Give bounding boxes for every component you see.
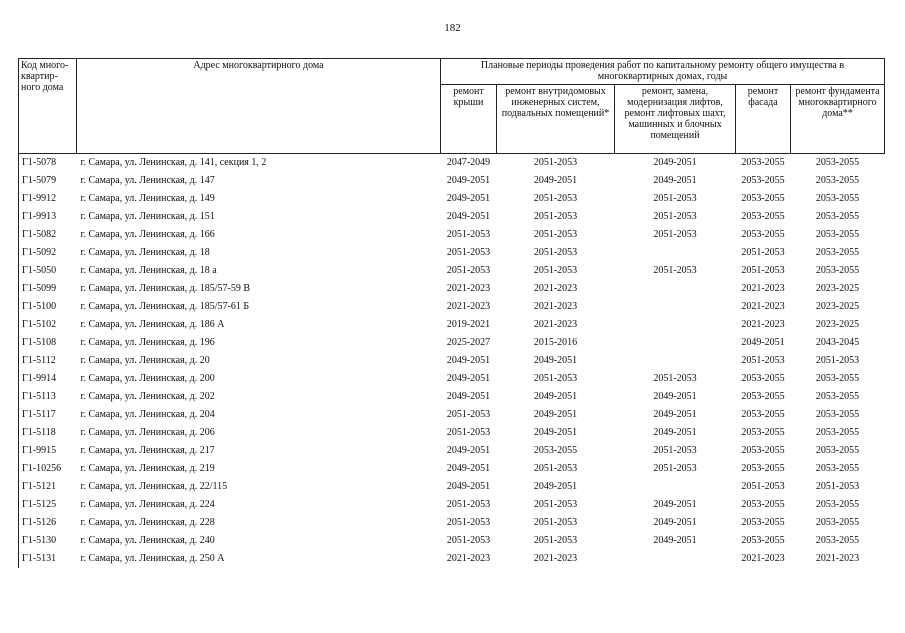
cell-facade: 2053-2055 <box>741 175 785 186</box>
cell-code: Г1-5099 <box>19 280 77 298</box>
cell-roof: 2051-2053 <box>446 499 491 510</box>
cell-foundation: 2053-2055 <box>815 229 860 240</box>
cell-address: г. Самара, ул. Ленинская, д. 151 <box>80 211 215 222</box>
cell-roof: 2049-2051 <box>446 175 491 186</box>
cell-foundation: 2053-2055 <box>815 265 860 276</box>
cell-code: Г1-5125 <box>19 496 77 514</box>
cell-foundation: 2053-2055 <box>815 535 860 546</box>
cell-systems: 2049-2051 <box>533 355 578 366</box>
cell-foundation: 2053-2055 <box>815 517 860 528</box>
cell-roof: 2051-2053 <box>446 427 491 438</box>
cell-facade: 2021-2023 <box>741 301 785 312</box>
cell-elevators <box>615 244 736 262</box>
cell-foundation: 2053-2055 <box>815 445 860 456</box>
cell-systems: 2051-2053 <box>533 517 578 528</box>
cell-code: Г1-5102 <box>19 316 77 334</box>
cell-address: г. Самара, ул. Ленинская, д. 18 <box>80 247 210 258</box>
cell-elevators <box>615 478 736 496</box>
cell-roof: 2047-2049 <box>441 154 497 173</box>
cell-roof: 2049-2051 <box>446 193 491 204</box>
table-row <box>19 478 885 496</box>
cell-address: г. Самара, ул. Ленинская, д. 185/57-59 В <box>80 283 251 294</box>
cell-roof: 2049-2051 <box>446 373 491 384</box>
table-row <box>19 208 885 226</box>
cell-foundation: 2021-2023 <box>815 553 860 564</box>
cell-roof: 2051-2053 <box>446 517 491 528</box>
cell-elevators: 2049-2051 <box>615 154 736 173</box>
cell-code: Г1-5079 <box>19 172 77 190</box>
table-row <box>19 496 885 514</box>
cell-foundation: 2053-2055 <box>815 427 860 438</box>
table-row <box>19 154 885 173</box>
table-body <box>19 154 885 569</box>
cell-foundation: 2053-2055 <box>815 211 860 222</box>
cell-facade: 2021-2023 <box>741 319 785 330</box>
cell-facade: 2053-2055 <box>741 445 785 456</box>
cell-foundation: 2053-2055 <box>815 193 860 204</box>
cell-facade: 2021-2023 <box>741 553 785 564</box>
header-facade: ремонт фасада <box>736 85 791 154</box>
cell-address: г. Самара, ул. Ленинская, д. 141, секция 1, 2 <box>77 154 441 173</box>
table-row <box>19 262 885 280</box>
table-row <box>19 424 885 442</box>
table-row <box>19 280 885 298</box>
cell-roof: 2051-2053 <box>446 229 491 240</box>
cell-elevators: 2051-2053 <box>653 373 697 384</box>
cell-elevators: 2051-2053 <box>653 229 697 240</box>
table-row <box>19 550 885 568</box>
cell-code: Г1-5131 <box>19 550 77 568</box>
cell-roof: 2051-2053 <box>446 247 491 258</box>
cell-code: Г1-9914 <box>19 370 77 388</box>
cell-roof: 2051-2053 <box>446 409 491 420</box>
cell-foundation: 2053-2055 <box>791 154 885 173</box>
cell-systems: 2049-2051 <box>533 481 578 492</box>
cell-address: г. Самара, ул. Ленинская, д. 20 <box>80 355 210 366</box>
header-periods: Плановые периоды проведения работ по капитальному ремонту общего имущества в многоквартирных домах, годы <box>441 59 885 85</box>
cell-code: Г1-5112 <box>19 352 77 370</box>
cell-address: г. Самара, ул. Ленинская, д. 166 <box>80 229 215 240</box>
cell-systems: 2049-2051 <box>533 391 578 402</box>
cell-facade: 2053-2055 <box>741 499 785 510</box>
cell-foundation: 2023-2025 <box>815 319 860 330</box>
table-row <box>19 514 885 532</box>
cell-elevators <box>615 550 736 568</box>
cell-systems: 2051-2053 <box>497 154 615 173</box>
cell-roof: 2051-2053 <box>446 535 491 546</box>
cell-roof: 2049-2051 <box>446 445 491 456</box>
cell-elevators: 2049-2051 <box>653 517 697 528</box>
cell-code: Г1-5092 <box>19 244 77 262</box>
cell-systems: 2015-2016 <box>533 337 578 348</box>
cell-roof: 2025-2027 <box>446 337 491 348</box>
cell-address: г. Самара, ул. Ленинская, д. 147 <box>80 175 215 186</box>
cell-address: г. Самара, ул. Ленинская, д. 217 <box>80 445 215 456</box>
table-row <box>19 298 885 316</box>
cell-code: Г1-9912 <box>19 190 77 208</box>
table-row <box>19 316 885 334</box>
cell-roof: 2021-2023 <box>446 301 491 312</box>
cell-address: г. Самара, ул. Ленинская, д. 206 <box>80 427 215 438</box>
cell-facade: 2053-2055 <box>741 409 785 420</box>
cell-code: Г1-5078 <box>19 154 77 173</box>
cell-foundation: 2043-2045 <box>815 337 860 348</box>
cell-elevators <box>615 298 736 316</box>
cell-facade: 2053-2055 <box>741 229 785 240</box>
cell-address: г. Самара, ул. Ленинская, д. 149 <box>80 193 215 204</box>
table-row <box>19 334 885 352</box>
cell-facade: 2053-2055 <box>736 154 791 173</box>
cell-facade: 2051-2053 <box>741 355 785 366</box>
table-row <box>19 406 885 424</box>
cell-address: г. Самара, ул. Ленинская, д. 224 <box>80 499 215 510</box>
cell-roof: 2049-2051 <box>446 481 491 492</box>
cell-address: г. Самара, ул. Ленинская, д. 204 <box>80 409 215 420</box>
cell-elevators: 2051-2053 <box>653 463 697 474</box>
header-address: Адрес многоквартирного дома <box>77 59 441 154</box>
cell-address: г. Самара, ул. Ленинская, д. 18 а <box>80 265 217 276</box>
capital-repair-schedule-table <box>18 58 885 568</box>
cell-systems: 2049-2051 <box>533 175 578 186</box>
table-row <box>19 352 885 370</box>
cell-systems: 2051-2053 <box>533 265 578 276</box>
cell-facade: 2053-2055 <box>741 463 785 474</box>
header-foundation: ремонт фундамента многоквартирного дома** <box>791 85 885 154</box>
cell-systems: 2051-2053 <box>533 247 578 258</box>
cell-foundation: 2053-2055 <box>815 463 860 474</box>
cell-foundation: 2051-2053 <box>815 355 860 366</box>
cell-address: г. Самара, ул. Ленинская, д. 240 <box>80 535 215 546</box>
table-row <box>19 244 885 262</box>
cell-systems: 2049-2051 <box>533 409 578 420</box>
cell-code: Г1-5100 <box>19 298 77 316</box>
cell-code: Г1-5113 <box>19 388 77 406</box>
cell-code: Г1-5126 <box>19 514 77 532</box>
cell-roof: 2049-2051 <box>446 463 491 474</box>
table-row <box>19 388 885 406</box>
cell-roof: 2021-2023 <box>446 553 491 564</box>
cell-foundation: 2053-2055 <box>815 391 860 402</box>
cell-systems: 2051-2053 <box>533 229 578 240</box>
cell-systems: 2051-2053 <box>533 373 578 384</box>
cell-foundation: 2053-2055 <box>815 373 860 384</box>
table-row <box>19 532 885 550</box>
cell-foundation: 2053-2055 <box>815 175 860 186</box>
cell-facade: 2051-2053 <box>741 247 785 258</box>
cell-address: г. Самара, ул. Ленинская, д. 228 <box>80 517 215 528</box>
cell-foundation: 2053-2055 <box>815 499 860 510</box>
cell-systems: 2051-2053 <box>533 463 578 474</box>
cell-elevators: 2051-2053 <box>653 445 697 456</box>
cell-facade: 2051-2053 <box>741 265 785 276</box>
table-row <box>19 226 885 244</box>
cell-address: г. Самара, ул. Ленинская, д. 185/57-61 Б <box>80 301 250 312</box>
cell-roof: 2021-2023 <box>446 283 491 294</box>
cell-systems: 2053-2055 <box>533 445 578 456</box>
cell-foundation: 2023-2025 <box>815 301 860 312</box>
cell-facade: 2053-2055 <box>741 193 785 204</box>
cell-address: г. Самара, ул. Ленинская, д. 200 <box>80 373 215 384</box>
cell-elevators <box>615 334 736 352</box>
cell-elevators: 2049-2051 <box>653 409 697 420</box>
cell-elevators: 2049-2051 <box>653 427 697 438</box>
cell-facade: 2053-2055 <box>741 535 785 546</box>
cell-elevators: 2051-2053 <box>653 211 697 222</box>
cell-code: Г1-5130 <box>19 532 77 550</box>
cell-elevators <box>615 316 736 334</box>
cell-systems: 2021-2023 <box>533 301 578 312</box>
cell-code: Г1-5050 <box>19 262 77 280</box>
cell-facade: 2053-2055 <box>741 391 785 402</box>
cell-address: г. Самара, ул. Ленинская, д. 22/115 <box>80 481 228 492</box>
cell-roof: 2019-2021 <box>446 319 491 330</box>
cell-facade: 2053-2055 <box>741 427 785 438</box>
cell-address: г. Самара, ул. Ленинская, д. 186 А <box>80 319 225 330</box>
cell-code: Г1-9913 <box>19 208 77 226</box>
cell-foundation: 2023-2025 <box>815 283 860 294</box>
cell-roof: 2049-2051 <box>446 211 491 222</box>
cell-facade: 2021-2023 <box>741 283 785 294</box>
cell-systems: 2051-2053 <box>533 211 578 222</box>
cell-systems: 2021-2023 <box>533 553 578 564</box>
cell-roof: 2051-2053 <box>446 265 491 276</box>
cell-code: Г1-5082 <box>19 226 77 244</box>
cell-code: Г1-5108 <box>19 334 77 352</box>
header-elevators: ремонт, замена, модернизация лифтов, ремонт лифтовых шахт, машинных и блочных помещений <box>615 85 736 154</box>
cell-address: г. Самара, ул. Ленинская, д. 250 А <box>80 553 225 564</box>
cell-code: Г1-5118 <box>19 424 77 442</box>
page-number: 182 <box>444 22 461 34</box>
table-row <box>19 190 885 208</box>
cell-systems: 2051-2053 <box>533 193 578 204</box>
cell-systems: 2021-2023 <box>533 319 578 330</box>
header-roof: ремонт крыши <box>441 85 497 154</box>
cell-elevators <box>615 280 736 298</box>
header-systems: ремонт внутридомовых инженерных систем, подвальных помещений* <box>497 85 615 154</box>
cell-code: Г1-10256 <box>19 460 77 478</box>
cell-facade: 2051-2053 <box>741 481 785 492</box>
cell-foundation: 2053-2055 <box>815 409 860 420</box>
table-row <box>19 442 885 460</box>
table-row <box>19 370 885 388</box>
cell-facade: 2049-2051 <box>741 337 785 348</box>
cell-code: Г1-5117 <box>19 406 77 424</box>
cell-systems: 2051-2053 <box>533 499 578 510</box>
cell-roof: 2049-2051 <box>446 355 491 366</box>
cell-facade: 2053-2055 <box>741 211 785 222</box>
cell-facade: 2053-2055 <box>741 373 785 384</box>
table-row <box>19 460 885 478</box>
cell-address: г. Самара, ул. Ленинская, д. 219 <box>80 463 215 474</box>
cell-roof: 2049-2051 <box>446 391 491 402</box>
cell-elevators: 2049-2051 <box>653 499 697 510</box>
table-row <box>19 172 885 190</box>
cell-elevators <box>615 352 736 370</box>
cell-address: г. Самара, ул. Ленинская, д. 202 <box>80 391 215 402</box>
cell-code: Г1-9915 <box>19 442 77 460</box>
cell-elevators: 2049-2051 <box>653 535 697 546</box>
cell-elevators: 2049-2051 <box>653 391 697 402</box>
cell-address: г. Самара, ул. Ленинская, д. 196 <box>80 337 215 348</box>
cell-foundation: 2051-2053 <box>815 481 860 492</box>
cell-facade: 2053-2055 <box>741 517 785 528</box>
cell-elevators: 2051-2053 <box>653 265 697 276</box>
header-code: Код много-квартир-ного дома <box>19 59 77 154</box>
cell-systems: 2049-2051 <box>533 427 578 438</box>
cell-systems: 2051-2053 <box>533 535 578 546</box>
cell-elevators: 2051-2053 <box>653 193 697 204</box>
cell-code: Г1-5121 <box>19 478 77 496</box>
cell-systems: 2021-2023 <box>533 283 578 294</box>
cell-elevators: 2049-2051 <box>653 175 697 186</box>
cell-foundation: 2053-2055 <box>815 247 860 258</box>
